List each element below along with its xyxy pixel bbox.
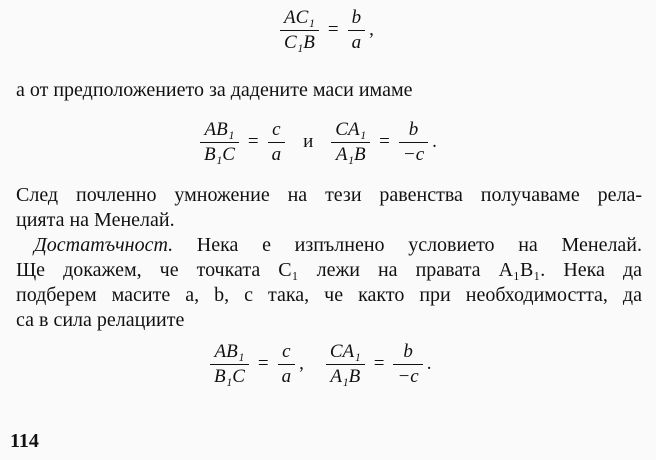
numerator: b [403,341,413,362]
fraction-ab1-over-b1c [200,120,239,165]
denominator: a [271,143,282,165]
numerator: b [351,7,362,28]
fraction-bar [268,142,286,143]
denominator: −c [402,143,425,165]
formula-ratio-ac1-c1b [276,8,374,53]
denominator: −c [397,365,419,387]
numerator: b [408,119,419,140]
page-number: 114 [10,430,39,452]
numerator: c [282,341,291,362]
equals-sign: = [257,353,269,375]
paragraph-sufficiency [16,233,642,333]
fraction-ab1-over-b1c [210,342,249,387]
text-line: а от предположението за дадените маси имаме [16,79,413,101]
fraction-bar [280,30,319,31]
denominator: A₁B [335,143,366,165]
formula-relations [206,342,431,387]
fraction-bar [399,142,428,143]
text-line-assumption [16,78,642,103]
equals-sign: = [327,19,339,41]
equals-sign: = [379,131,390,153]
denominator: B₁C [204,143,235,165]
fraction-b-over-a [348,8,366,53]
text-line [16,233,642,258]
text-line: подберем масите a, b, c така, че както при необходимостта, да [16,284,642,306]
fraction-ac1-over-c1b [280,8,319,53]
paragraph-menelaus-relation [16,183,642,233]
fraction-bar [393,364,422,365]
numerator: AB₁ [204,119,235,140]
numerator: AC₁ [284,7,315,28]
numerator: CA₁ [329,341,361,362]
fraction-bar [200,142,239,143]
conjunction-and: и [303,131,314,153]
fraction-c-over-a [278,342,296,387]
fraction-bar [278,364,296,365]
fraction-bar [348,30,366,31]
denominator: a [281,365,292,387]
fraction-bar [331,142,370,143]
numerator: AB₁ [214,341,245,362]
trailing-period: . [432,131,437,153]
denominator: a [351,31,362,53]
denominator: C₁B [284,31,315,53]
numerator: CA₁ [335,119,367,140]
sufficiency-heading: Достатъчност. [34,234,174,256]
numerator: c [272,119,281,140]
text-line: След почленно умножение на тези равенства получаваме рела- [16,184,642,206]
trailing-period: . [426,353,432,375]
text-line: Ще докажем, че точката C₁ лежи на правата A₁B₁. Нека да [16,259,642,281]
fraction-b-over-minus-c [399,120,428,165]
formula-ratios-pair [196,120,437,165]
fraction-b-over-minus-c [393,342,422,387]
fraction-c-over-a [268,120,286,165]
denominator: A₁B [330,365,361,387]
equals-sign: = [373,353,385,375]
denominator: B₁C [214,365,245,387]
fraction-bar [326,364,365,365]
text-line: цията на Менелай. [16,209,175,231]
text-fragment: Нека е изпълнено условието на Менелай. [173,234,642,256]
text-line: са в сила релациите [16,309,185,331]
fraction-bar [210,364,249,365]
trailing-comma: , [369,19,374,41]
fraction-ca1-over-a1b [326,342,365,387]
equals-sign: = [247,131,259,153]
separator-comma: , [299,353,304,375]
fraction-ca1-over-a1b [331,120,370,165]
